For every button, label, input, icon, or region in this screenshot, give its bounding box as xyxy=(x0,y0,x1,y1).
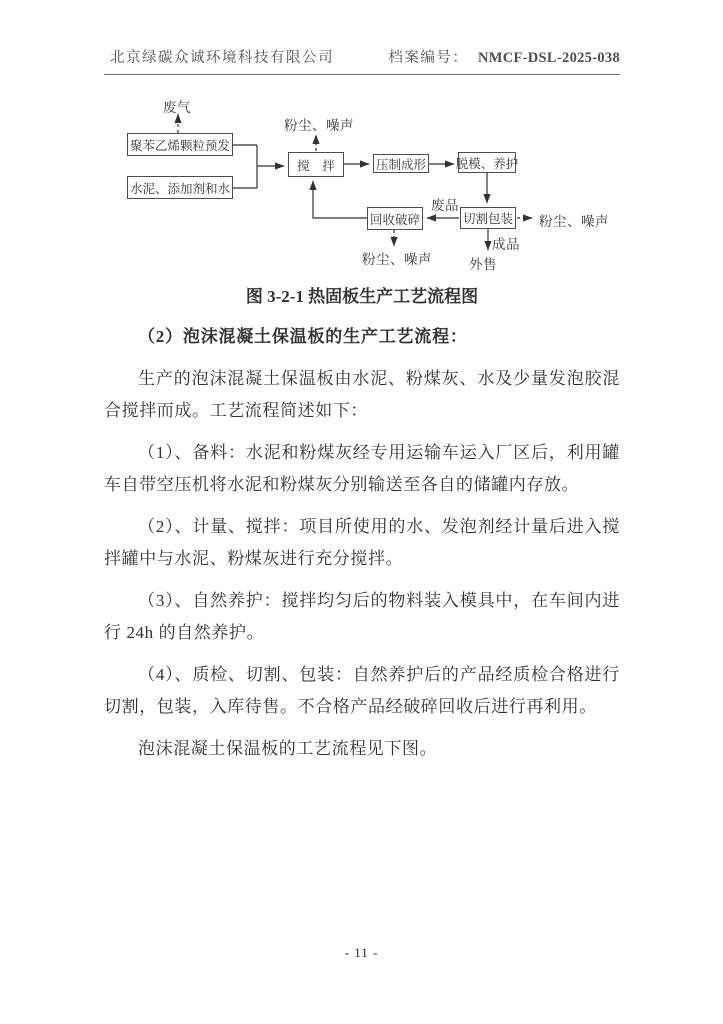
paragraph: （4）、质检、切割、包装：自然养护后的产品经质检合格进行切割，包装，入库待售。不合格产品经破碎回收后进行再利用。 xyxy=(104,664,620,716)
archive-label: 档案编号： xyxy=(388,50,469,66)
paragraph: （3）、自然养护：搅拌均匀后的物料装入模具中，在车间内进行 24h 的自然养护。 xyxy=(104,590,620,642)
label-waste-gas: 废气 xyxy=(163,100,191,115)
paragraph: 泡沫混凝土保温板的工艺流程见下图。 xyxy=(138,738,438,758)
body-text xyxy=(104,286,620,774)
section-heading: （2）泡沫混凝土保温板的生产工艺流程： xyxy=(138,327,468,346)
node-press-forming: 压制成形 xyxy=(373,154,429,173)
paragraph: 生产的泡沫混凝土保温板由水泥、粉煤灰、水及少量发泡胶混合搅拌而成。工艺流程简述如下： xyxy=(104,368,620,420)
node-cutting-packaging: 切割包装 xyxy=(460,207,516,229)
label-scrap: 废品 xyxy=(431,198,459,213)
label-finished-product: 成品 xyxy=(492,237,520,252)
archive-number: NMCF-DSL-2025-038 xyxy=(477,50,620,66)
paragraph: （1）、备料：水泥和粉煤灰经专用运输车运入厂区后，利用罐车自带空压机将水泥和粉煤灰分别输送至各自的储罐内存放。 xyxy=(104,442,620,494)
process-flowchart xyxy=(0,0,723,285)
flowchart-arrows xyxy=(0,0,723,285)
label-dust-noise-recycling: 粉尘、噪声 xyxy=(362,252,432,267)
paragraph: （2）、计量、搅拌：项目所使用的水、发泡剂经计量后进入搅拌罐中与水泥、粉煤灰进行充分搅拌。 xyxy=(104,516,620,568)
node-eps-preexpansion: 聚苯乙烯颗粒预发 xyxy=(127,133,233,156)
page-number: - 11 - xyxy=(344,945,379,960)
label-dust-noise-mixing: 粉尘、噪声 xyxy=(284,118,354,133)
node-cement-additives-water: 水泥、添加剂和水 xyxy=(127,176,233,199)
node-demolding-curing: 脱模、养护 xyxy=(458,152,516,173)
node-recycle-crushing: 回收破碎 xyxy=(367,207,423,230)
label-dust-noise-cutting: 粉尘、噪声 xyxy=(539,214,609,229)
company-name: 北京绿碳众诚环境科技有限公司 xyxy=(110,50,334,66)
label-sold-out: 外售 xyxy=(469,257,497,272)
node-mixing: 搅 拌 xyxy=(288,152,344,177)
figure-caption: 图 3-2-1 热固板生产工艺流程图 xyxy=(245,287,479,306)
